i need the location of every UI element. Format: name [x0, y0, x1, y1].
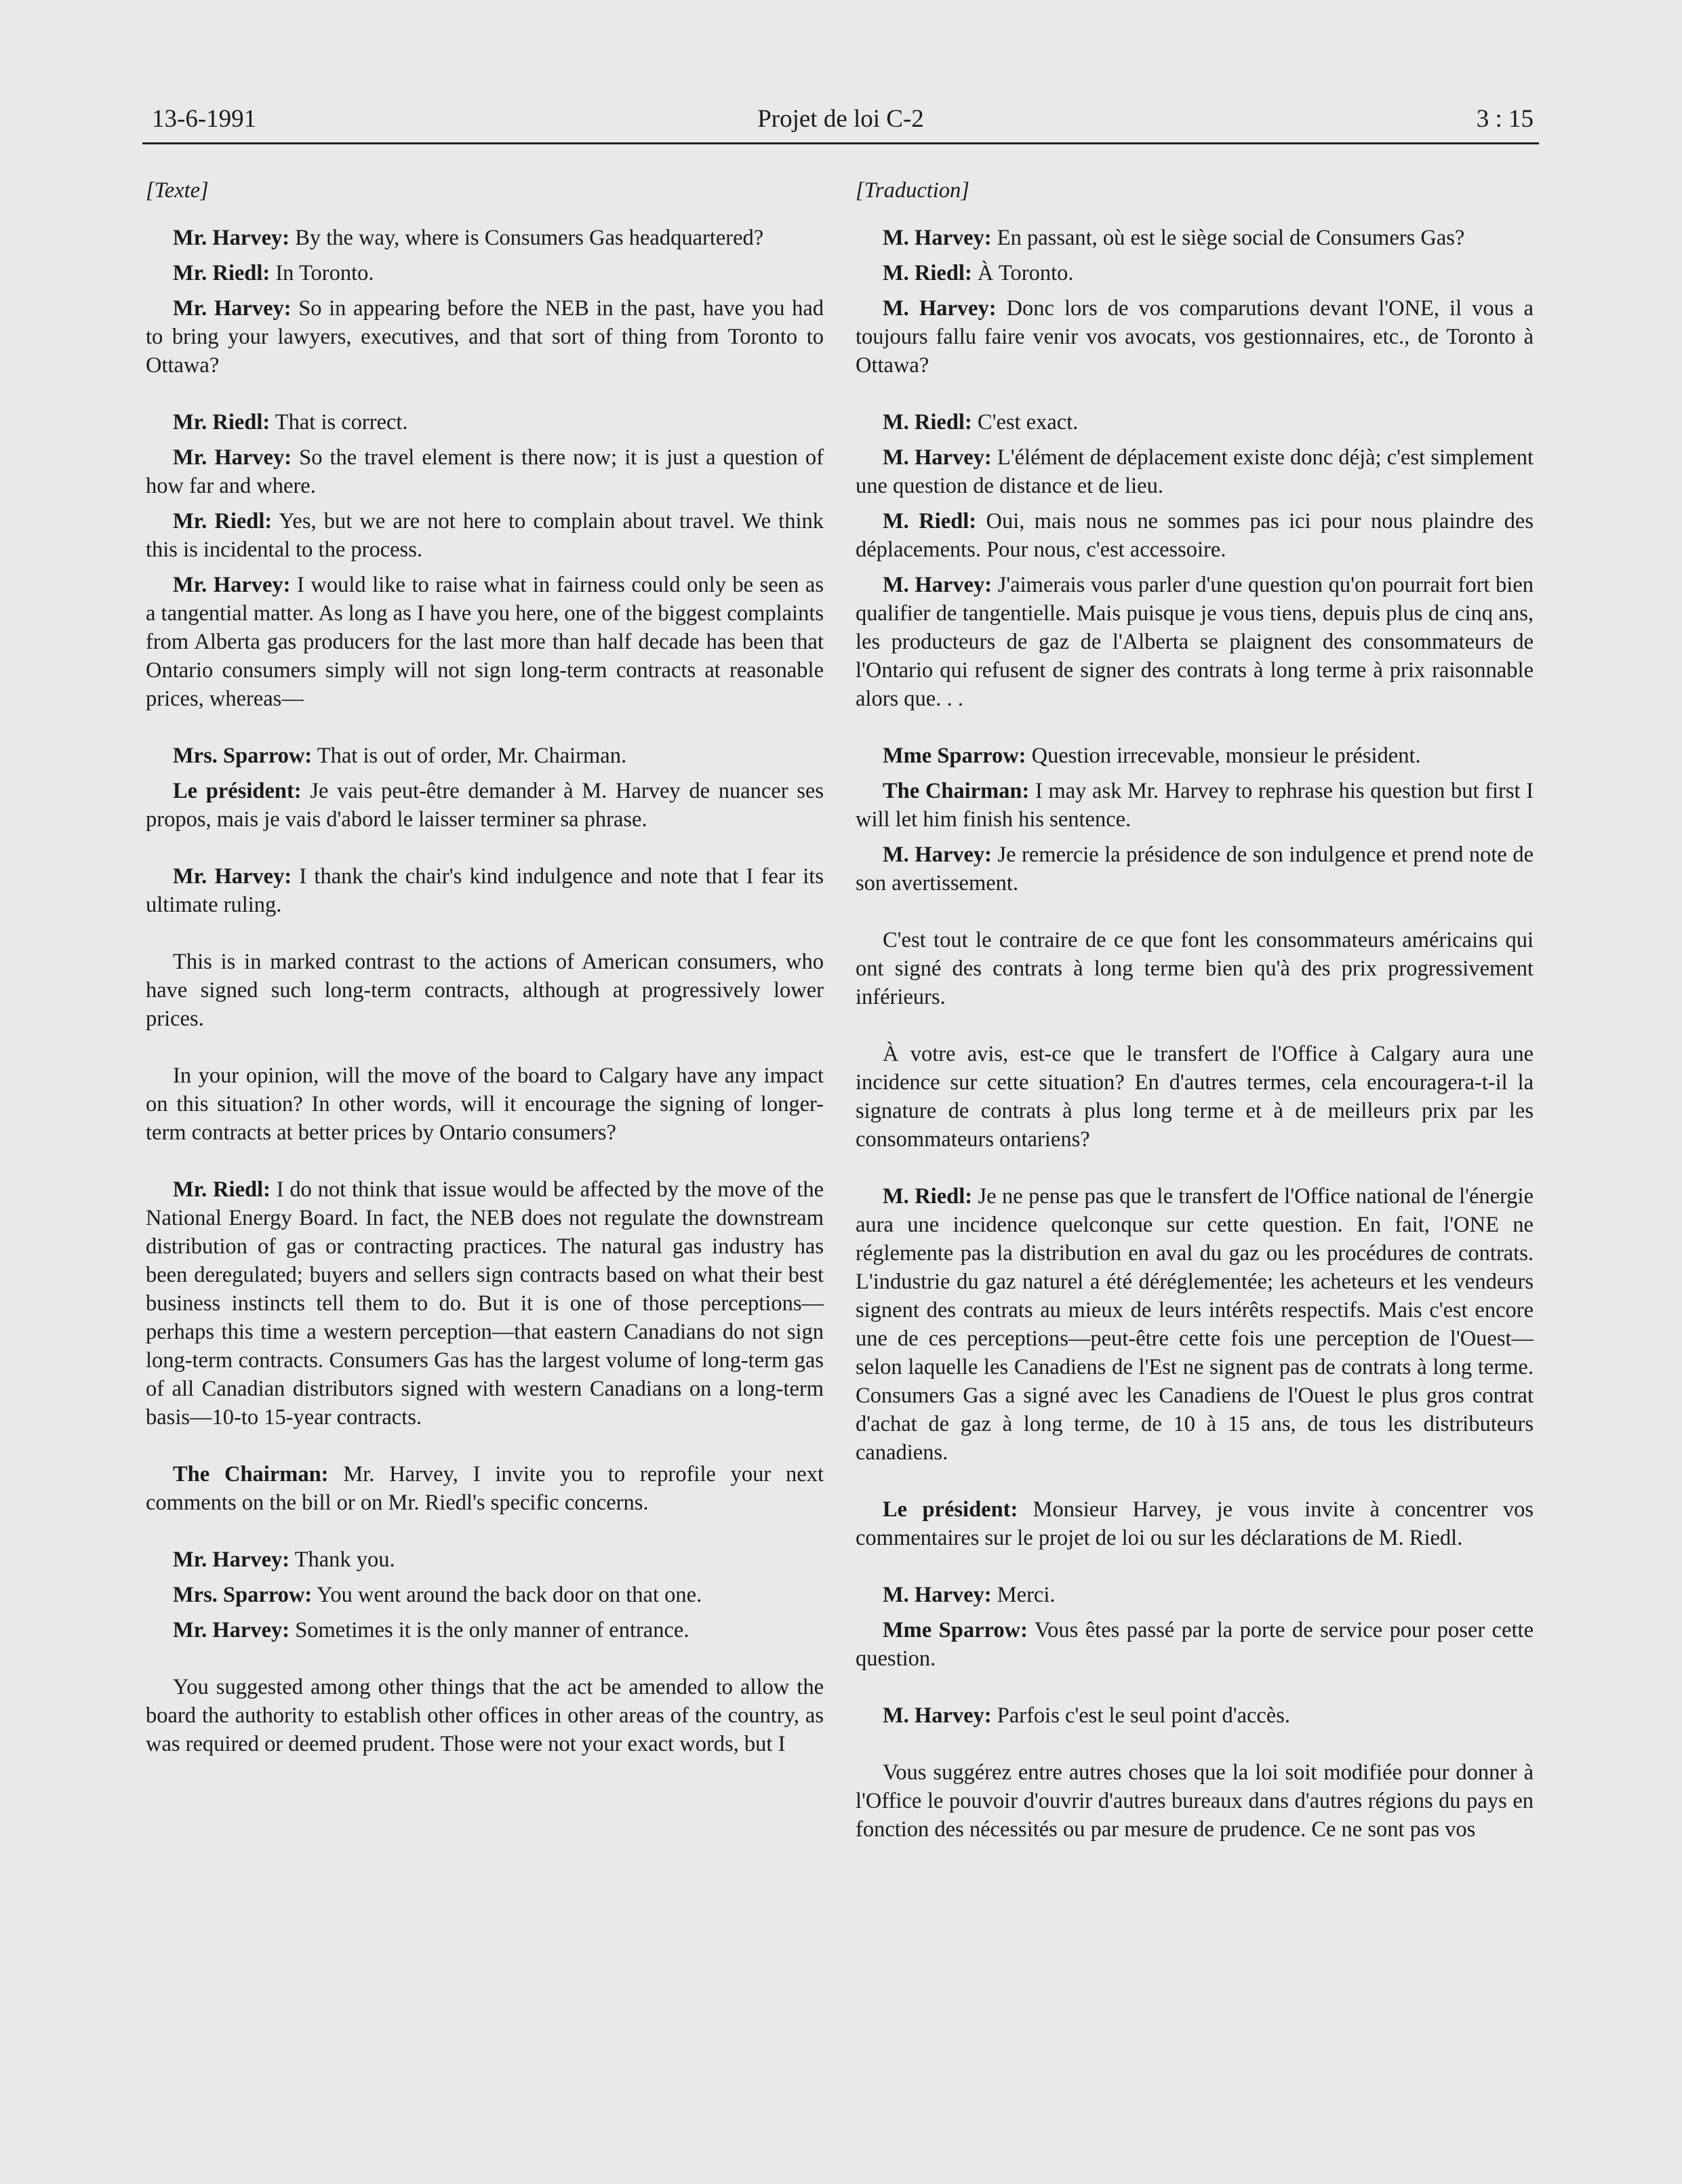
transcript-paragraph [146, 777, 824, 834]
speech-text: Monsieur Harvey, je vous invite à concentrer vos commentaires sur le projet de loi ou sur les déclarations de M. Riedl. [856, 1497, 1534, 1550]
speaker-name: M. Harvey: [883, 573, 993, 597]
speaker-name: M. Harvey: [883, 296, 997, 321]
speaker-name: M. Harvey: [883, 226, 992, 250]
transcript-paragraph [856, 1182, 1534, 1467]
speaker-name: Mme Sparrow: [883, 1618, 1028, 1642]
french-column [856, 176, 1534, 1851]
transcript-paragraph: You suggested among other things that the act be amended to allow the board the authority to establish other offices in other areas of the country, as was required or deemed prudent. Those were not your exact words, but I [146, 1675, 824, 1756]
speech-text: Vous êtes passé par la porte de service pour poser cette question. [856, 1618, 1534, 1671]
speaker-name: Mrs. Sparrow: [173, 744, 313, 768]
speaker-name: Mrs. Sparrow: [173, 1583, 313, 1607]
transcript-paragraph [856, 1616, 1534, 1673]
transcript-paragraph: C'est tout le contraire de ce que font les consommateurs américains qui ont signé des contrats à long terme bien qu'à des prix progressivement inférieurs. [856, 928, 1534, 1009]
transcript-paragraph [146, 1460, 824, 1517]
speech-text: Donc lors de vos comparutions devant l'ONE, il vous a toujours fallu faire venir vos avocats, vos gestionnaires, etc., de Toronto à Ottawa? [856, 296, 1534, 378]
speaker-name: Mr. Harvey: [173, 573, 291, 597]
header-bill-title: Projet de loi C-2 [757, 105, 924, 133]
transcript-paragraph [146, 1545, 824, 1574]
transcript-paragraph [856, 841, 1534, 897]
page-header [142, 102, 1539, 144]
speech-text: Parfois c'est le seul point d'accès. [991, 1703, 1291, 1728]
speech-text: C'est exact. [972, 410, 1079, 434]
transcript-paragraph [146, 224, 824, 252]
speaker-name: Mr. Harvey: [173, 226, 290, 250]
speaker-name: Mr. Harvey: [173, 1618, 290, 1642]
speech-text: So the travel element is there now; it is just a question of how far and where. [146, 445, 824, 498]
speaker-name: The Chairman: [883, 779, 1030, 803]
transcript-paragraph [146, 294, 824, 380]
speech-text: That is correct. [270, 410, 408, 434]
transcript-paragraph [146, 862, 824, 919]
transcript-paragraph [856, 777, 1534, 834]
transcript-paragraph: À votre avis, est-ce que le transfert de l'Office à Calgary aura une incidence sur cette situation? En d'autres termes, cela encouragera-t-il la signature de contrats à plus long terme et à de meilleurs prix par les consommateurs ontariens? [856, 1042, 1534, 1152]
speaker-name: Mr. Riedl: [173, 509, 273, 533]
speaker-name: The Chairman: [173, 1462, 329, 1487]
header-page-number: 3 : 15 [1476, 105, 1534, 133]
speech-text: En passant, où est le siège social de Consumers Gas? [991, 226, 1465, 250]
speaker-name: M. Riedl: [883, 1184, 973, 1209]
speech-text: I do not think that issue would be affected by the move of the National Energy Board. In fact, the NEB does not regulate the downstream distribution of gas or contracting practices. The natural gas industry has been deregulated; buyers and sellers sign contracts based on what their best business instincts tell them to do. But it is one of those perceptions—perhaps this time a western perception—that eastern Canadians do not sign long-term contracts. Consumers Gas has the largest volume of long-term gas of all Canadian distributors signed with western Canadians on a long-term basis—10-to 15-year contracts. [146, 1177, 824, 1430]
speech-text: Question irrecevable, monsieur le président. [1026, 744, 1421, 768]
transcript-paragraph [146, 408, 824, 437]
speaker-name: Mr. Riedl: [173, 410, 271, 434]
transcript-paragraph [856, 742, 1534, 770]
language-label: [Texte] [146, 178, 209, 203]
transcript-paragraph: Vous suggérez entre autres choses que la loi soit modifiée pour donner à l'Office le pouvoir d'ouvrir d'autres bureaux dans d'autres régions du pays en fonction des nécessités ou par mesure de prudence. Ce ne sont pas vos [856, 1760, 1534, 1842]
speaker-name: Le président: [173, 779, 302, 803]
speech-text: So in appearing before the NEB in the past, have you had to bring your lawyers, executives, and that sort of thing from Toronto to Ottawa? [146, 296, 824, 378]
transcript-paragraph [856, 294, 1534, 380]
language-label: [Traduction] [856, 178, 969, 203]
speaker-name: Mr. Harvey: [173, 445, 292, 470]
speech-text: Oui, mais nous ne sommes pas ici pour nous plaindre des déplacements. Pour nous, c'est accessoire. [856, 509, 1534, 562]
speech-text: I may ask Mr. Harvey to rephrase his question but first I will let him finish his sentence. [856, 779, 1534, 832]
transcript-paragraph [856, 224, 1534, 252]
speech-text: J'aimerais vous parler d'une question qu'on pourrait fort bien qualifier de tangentielle. Mais puisque je vous tiens, depuis plus de cinq ans, les producteurs de gaz de l'Alberta se plaignent des consommateurs de l'Ontario qui refusent de signer des contrats à long terme à prix raisonnable alors que. . . [856, 573, 1534, 711]
french-transcript [856, 224, 1534, 1844]
speaker-name: Mme Sparrow: [883, 744, 1026, 768]
transcript-paragraph [856, 1495, 1534, 1552]
transcript-paragraph [146, 443, 824, 500]
speech-text: Je remercie la présidence de son indulgence et prend note de son avertissement. [856, 843, 1534, 895]
speaker-name: M. Riedl: [883, 261, 972, 285]
transcript-paragraph [146, 1175, 824, 1432]
speaker-name: M. Harvey: [883, 1583, 992, 1607]
speech-text: Je vais peut-être demander à M. Harvey de nuancer ses propos, mais je vais d'abord le laisser terminer sa phrase. [146, 779, 824, 832]
speech-text: Mr. Harvey, I invite you to reprofile your next comments on the bill or on Mr. Riedl's specific concerns. [146, 1462, 824, 1515]
speaker-name: Mr. Harvey: [173, 1548, 290, 1572]
speaker-name: Mr. Riedl: [173, 261, 271, 285]
speaker-name: Le président: [883, 1497, 1018, 1522]
transcript-paragraph [856, 408, 1534, 437]
transcript-paragraph [146, 259, 824, 287]
english-column [146, 176, 824, 1765]
transcript-paragraph [856, 443, 1534, 500]
speech-text: That is out of order, Mr. Chairman. [312, 744, 627, 768]
speaker-name: M. Harvey: [883, 1703, 992, 1728]
speech-text: Yes, but we are not here to complain about travel. We think this is incidental to the process. [146, 509, 824, 562]
transcript-paragraph [856, 1701, 1534, 1730]
speaker-name: M. Riedl: [883, 410, 972, 434]
speech-text: I would like to raise what in fairness could only be seen as a tangential matter. As long as I have you here, one of the biggest complaints from Alberta gas producers for the last more than half decade has been that Ontario consumers simply will not sign long-term contracts at reasonable prices, whereas— [146, 573, 824, 711]
english-transcript [146, 224, 824, 1758]
transcript-paragraph [856, 1581, 1534, 1609]
speech-text: By the way, where is Consumers Gas headquartered? [289, 226, 764, 250]
speaker-name: M. Harvey: [883, 445, 992, 470]
transcript-paragraph [146, 1581, 824, 1609]
transcript-paragraph: In your opinion, will the move of the board to Calgary have any impact on this situation? In other words, will it encourage the signing of longer-term contracts at better prices by Ontario consumers? [146, 1064, 824, 1145]
header-date: 13-6-1991 [152, 105, 257, 133]
transcript-paragraph [146, 742, 824, 770]
transcript-paragraph [856, 571, 1534, 713]
speech-text: L'élément de déplacement existe donc déjà; c'est simplement une question de distance et de lieu. [856, 445, 1534, 498]
speech-text: Je ne pense pas que le transfert de l'Office national de l'énergie aura une incidence quelconque sur cette question. En fait, l'ONE ne réglemente pas la distribution en aval du gaz ou les procédures de contrats. L'industrie du gaz naturel a été déréglementée; les acheteurs et les vendeurs signent des contrats au mieux de leurs intérêts respectifs. Mais c'est encore une de ces perceptions—peut-être cette fois une perception de l'Ouest—selon laquelle les Canadiens de l'Est ne signent pas de contrats à long terme. Consumers Gas a signé avec les Canadiens de l'Ouest le plus gros contrat d'achat de gaz à long terme, de 10 à 15 ans, de tous les distributeurs canadiens. [856, 1184, 1534, 1465]
speaker-name: M. Harvey: [883, 843, 992, 867]
transcript-paragraph: This is in marked contrast to the actions of American consumers, who have signed such long-term contracts, although at progressively lower prices. [146, 950, 824, 1031]
speech-text: Merci. [991, 1583, 1056, 1607]
speaker-name: M. Riedl: [883, 509, 977, 533]
transcript-paragraph [856, 507, 1534, 564]
speaker-name: Mr. Harvey: [173, 296, 292, 321]
speech-text: In Toronto. [270, 261, 374, 285]
transcript-paragraph [856, 259, 1534, 287]
transcript-paragraph [146, 507, 824, 564]
speech-text: You went around the back door on that one. [312, 1583, 702, 1607]
speech-text: Sometimes it is the only manner of entrance. [289, 1618, 689, 1642]
transcript-paragraph [146, 1616, 824, 1644]
transcript-paragraph [146, 571, 824, 713]
speaker-name: Mr. Harvey: [173, 864, 292, 889]
speech-text: Thank you. [289, 1548, 395, 1572]
speech-text: À Toronto. [972, 261, 1074, 285]
speaker-name: Mr. Riedl: [173, 1177, 271, 1202]
speech-text: I thank the chair's kind indulgence and note that I fear its ultimate ruling. [146, 864, 824, 917]
